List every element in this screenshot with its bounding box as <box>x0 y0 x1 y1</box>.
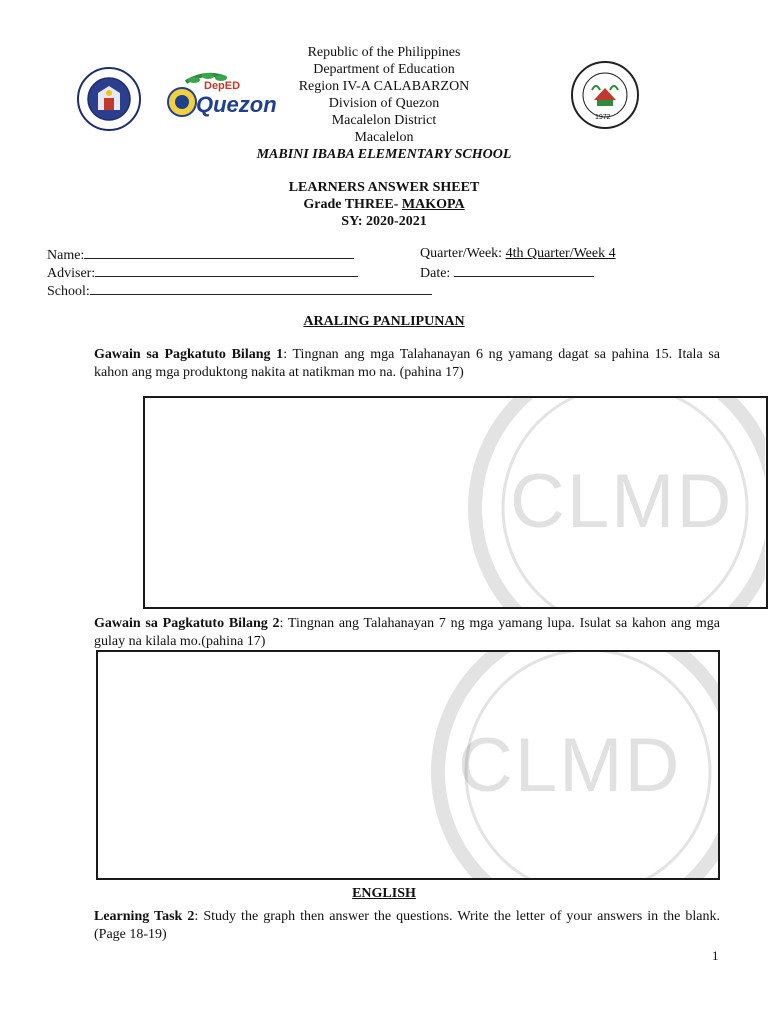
school-blank[interactable] <box>90 281 432 295</box>
header-line-republic: Republic of the Philippines <box>307 45 461 60</box>
header-line-region: Region IV-A CALABARZON <box>298 79 470 94</box>
header-line-district: Macalelon District <box>331 113 437 128</box>
name-label: Name: <box>47 248 85 263</box>
sheet-heading <box>0 179 768 230</box>
quarter-field <box>420 245 616 262</box>
task1-instructions <box>94 346 720 382</box>
grade-line <box>0 196 768 213</box>
task2-label: Gawain sa Pagkatuto Bilang 2 <box>94 616 280 631</box>
sheet-title: LEARNERS ANSWER SHEET <box>288 180 480 195</box>
quarter-value: 4th Quarter/Week 4 <box>505 246 616 261</box>
subject-title-english: ENGLISH <box>352 886 416 901</box>
section-name: MAKOPA <box>401 197 465 212</box>
header-line-department: Department of Education <box>313 62 455 77</box>
english-task-text: : Study the graph then answer the questions. Write the letter of your answers in the blank. (Page 18-19) <box>94 909 720 942</box>
school-label: School: <box>47 284 90 299</box>
school-name: MABINI IBABA ELEMENTARY SCHOOL <box>256 147 512 162</box>
school-seal-year: 1972 <box>595 114 611 121</box>
quarter-label: Quarter/Week: <box>420 246 506 261</box>
clmd-watermark-seal <box>365 398 765 607</box>
grade-prefix: Grade THREE- <box>303 197 402 212</box>
government-header <box>0 44 768 163</box>
header-line-division: Division of Quezon <box>328 96 440 111</box>
quezon-logo-text: Quezon <box>196 92 277 117</box>
deped-small-text: DepED <box>204 80 241 92</box>
page-number: 1 <box>712 948 719 963</box>
task1-label: Gawain sa Pagkatuto Bilang 1 <box>94 347 284 362</box>
task2-text: : Tingnan ang Talahanayan 7 ng mga yamang lupa. Isulat sa kahon ang mga gulay na kilala mo.(pahina 17) <box>94 616 720 649</box>
clmd-watermark-seal-2 <box>98 652 718 878</box>
english-task-instructions <box>94 908 720 944</box>
date-field <box>420 263 594 282</box>
school-year: SY: 2020-2021 <box>341 214 427 229</box>
name-blank[interactable] <box>84 245 354 259</box>
task1-answer-box[interactable] <box>143 396 768 609</box>
task1-text: : Tingnan ang mga Talahanayan 6 ng yamang dagat sa pahina 15. Itala sa kahon ang mga produktong nakita at natikman mo na. (pahina 17) <box>94 347 721 380</box>
header-line-town: Macalelon <box>354 130 414 145</box>
date-blank[interactable] <box>454 263 594 277</box>
clmd-watermark-text-2: CLMD <box>458 723 682 808</box>
adviser-field <box>47 263 358 282</box>
date-label: Date: <box>420 266 454 281</box>
task2-answer-box[interactable] <box>96 650 720 880</box>
name-field <box>47 245 354 264</box>
adviser-label: Adviser: <box>47 266 96 281</box>
english-task-label: Learning Task 2 <box>94 909 195 924</box>
school-field <box>47 281 432 300</box>
task2-instructions <box>94 615 720 651</box>
adviser-blank[interactable] <box>95 263 358 277</box>
subject-title-araling-panlipunan: ARALING PANLIPUNAN <box>303 314 465 329</box>
clmd-watermark-text: CLMD <box>510 459 734 544</box>
